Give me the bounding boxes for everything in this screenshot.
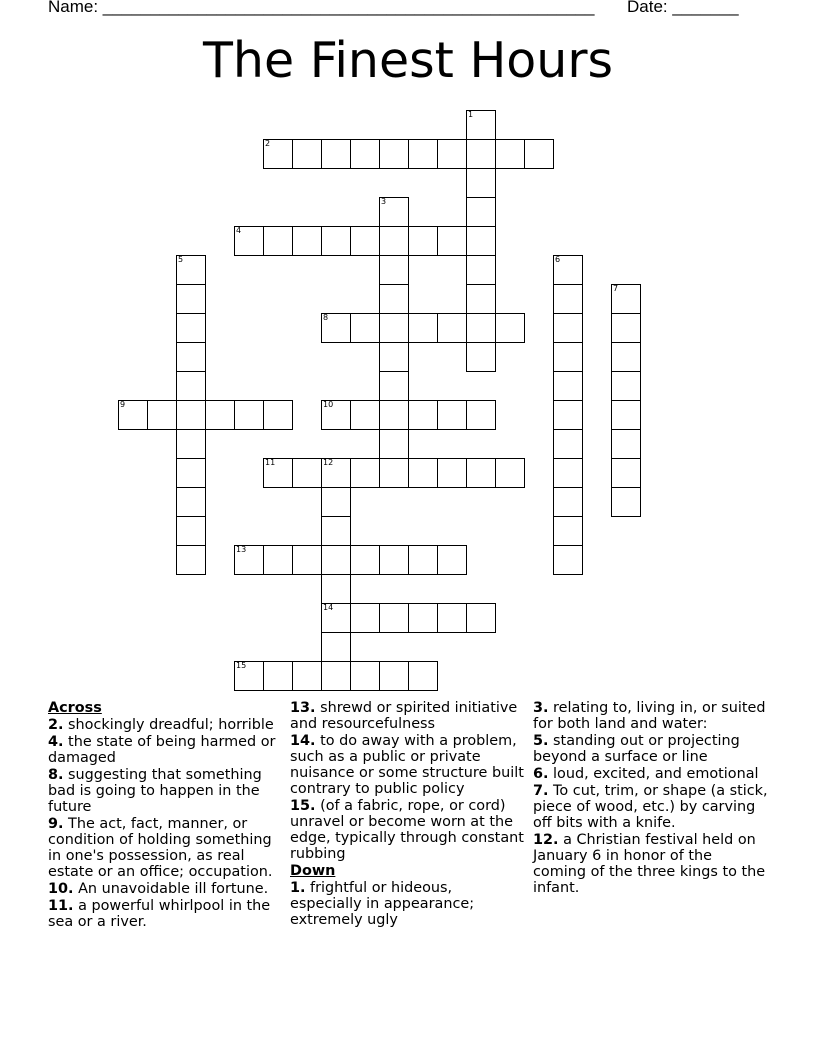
grid-cell[interactable] xyxy=(234,661,264,691)
clue-number: 1. xyxy=(290,880,306,896)
clue-12 xyxy=(533,832,769,896)
clue-1 xyxy=(290,880,526,928)
clue-number-6: 6 xyxy=(555,255,561,264)
grid-cell[interactable] xyxy=(350,313,380,343)
clue-column-2 xyxy=(290,700,526,929)
clue-number: 6. xyxy=(533,766,549,782)
grid-cell[interactable] xyxy=(263,458,293,488)
clue-5 xyxy=(533,733,769,765)
grid-cell[interactable] xyxy=(350,139,380,169)
grid-cell[interactable] xyxy=(611,342,641,372)
grid-cell[interactable] xyxy=(379,371,409,401)
grid-cell[interactable] xyxy=(379,255,409,285)
grid-cell[interactable] xyxy=(321,313,351,343)
clue-number: 9. xyxy=(48,816,64,832)
clue-number-2: 2 xyxy=(265,139,271,148)
grid-cell[interactable] xyxy=(263,226,293,256)
grid-cell[interactable] xyxy=(321,516,351,546)
grid-cell[interactable] xyxy=(553,342,583,372)
grid-cell[interactable] xyxy=(263,545,293,575)
grid-cell[interactable] xyxy=(495,139,525,169)
grid-cell[interactable] xyxy=(321,632,351,662)
grid-cell[interactable] xyxy=(176,371,206,401)
clue-text: The act, fact, manner, or condition of holding something in one's possession, as real estate or an office; occupation. xyxy=(48,816,273,880)
grid-cell[interactable] xyxy=(350,603,380,633)
date-field: Date: _______ xyxy=(627,0,739,16)
clue-number: 13. xyxy=(290,700,316,716)
grid-cell[interactable] xyxy=(234,226,264,256)
grid-cell[interactable] xyxy=(292,661,322,691)
grid-cell[interactable] xyxy=(611,400,641,430)
grid-cell[interactable] xyxy=(553,487,583,517)
grid-cell[interactable] xyxy=(292,226,322,256)
grid-cell[interactable] xyxy=(611,429,641,459)
grid-cell[interactable] xyxy=(466,110,496,140)
grid-cell[interactable] xyxy=(147,400,177,430)
grid-cell[interactable] xyxy=(176,400,206,430)
clue-number-3: 3 xyxy=(381,197,387,206)
down-heading: Down xyxy=(290,863,336,879)
clue-number: 11. xyxy=(48,898,74,914)
clue-number: 8. xyxy=(48,767,64,783)
across-heading: Across xyxy=(48,700,102,716)
clue-text: standing out or projecting beyond a surface or line xyxy=(533,733,740,765)
clue-2 xyxy=(48,717,284,733)
grid-cell[interactable] xyxy=(321,603,351,633)
name-field: Name: ____________________________________________________ xyxy=(48,0,595,16)
puzzle-title: The Finest Hours xyxy=(202,32,614,89)
clue-column-3 xyxy=(533,700,769,897)
grid-cell[interactable] xyxy=(379,284,409,314)
grid-cell[interactable] xyxy=(408,603,438,633)
grid-cell[interactable] xyxy=(379,429,409,459)
grid-cell[interactable] xyxy=(495,313,525,343)
clue-13 xyxy=(290,700,526,732)
grid-cell[interactable] xyxy=(553,255,583,285)
grid-cell[interactable] xyxy=(379,458,409,488)
grid-cell[interactable] xyxy=(408,661,438,691)
grid-cell[interactable] xyxy=(321,574,351,604)
grid-cell[interactable] xyxy=(263,139,293,169)
grid-cell[interactable] xyxy=(553,545,583,575)
clue-text: loud, excited, and emotional xyxy=(548,766,759,782)
grid-cell[interactable] xyxy=(176,429,206,459)
clue-number: 10. xyxy=(48,881,74,897)
clue-number: 2. xyxy=(48,717,64,733)
grid-cell[interactable] xyxy=(466,400,496,430)
clue-number: 14. xyxy=(290,733,316,749)
clue-number-9: 9 xyxy=(120,400,126,409)
clue-text: a powerful whirlpool in the sea or a river. xyxy=(48,898,271,930)
grid-cell[interactable] xyxy=(553,516,583,546)
clue-text: shockingly dreadful; horrible xyxy=(63,717,274,733)
grid-cell[interactable] xyxy=(176,487,206,517)
clue-text: frightful or hideous, especially in appearance; extremely ugly xyxy=(290,880,475,928)
grid-cell[interactable] xyxy=(611,487,641,517)
grid-cell[interactable] xyxy=(437,226,467,256)
grid-cell[interactable] xyxy=(408,226,438,256)
clue-number: 15. xyxy=(290,798,316,814)
grid-cell[interactable] xyxy=(176,255,206,285)
clue-number-14: 14 xyxy=(323,603,334,612)
grid-cell[interactable] xyxy=(466,197,496,227)
clue-text: shrewd or spirited initiative and resourcefulness xyxy=(290,700,518,732)
grid-cell[interactable] xyxy=(292,545,322,575)
grid-cell[interactable] xyxy=(321,400,351,430)
grid-cell[interactable] xyxy=(379,545,409,575)
clue-number: 12. xyxy=(533,832,559,848)
grid-cell[interactable] xyxy=(408,400,438,430)
clue-number: 3. xyxy=(533,700,549,716)
grid-cell[interactable] xyxy=(553,371,583,401)
grid-cell[interactable] xyxy=(205,400,235,430)
clue-8 xyxy=(48,767,284,815)
grid-cell[interactable] xyxy=(524,139,554,169)
grid-cell[interactable] xyxy=(379,313,409,343)
clue-number-12: 12 xyxy=(323,458,334,467)
grid-cell[interactable] xyxy=(553,400,583,430)
clue-number: 7. xyxy=(533,783,549,799)
grid-cell[interactable] xyxy=(234,400,264,430)
clue-number-13: 13 xyxy=(236,545,247,554)
grid-cell[interactable] xyxy=(176,458,206,488)
grid-cell[interactable] xyxy=(379,226,409,256)
grid-cell[interactable] xyxy=(234,545,264,575)
grid-cell[interactable] xyxy=(350,661,380,691)
grid-cell[interactable] xyxy=(437,139,467,169)
grid-cell[interactable] xyxy=(611,371,641,401)
grid-cell[interactable] xyxy=(611,458,641,488)
clue-number-15: 15 xyxy=(236,661,247,670)
grid-cell[interactable] xyxy=(379,139,409,169)
grid-cell[interactable] xyxy=(408,313,438,343)
grid-cell[interactable] xyxy=(437,313,467,343)
grid-cell[interactable] xyxy=(466,284,496,314)
grid-cell[interactable] xyxy=(466,342,496,372)
grid-cell[interactable] xyxy=(292,458,322,488)
grid-cell[interactable] xyxy=(321,458,351,488)
clue-number: 4. xyxy=(48,734,64,750)
grid-cell[interactable] xyxy=(263,400,293,430)
clue-text: the state of being harmed or damaged xyxy=(48,734,276,766)
grid-cell[interactable] xyxy=(118,400,148,430)
grid-cell[interactable] xyxy=(350,458,380,488)
clue-number-1: 1 xyxy=(468,110,474,119)
grid-cell[interactable] xyxy=(379,342,409,372)
clue-4 xyxy=(48,734,284,766)
clue-text: a Christian festival held on January 6 in honor of the coming of the three kings to the infant. xyxy=(533,832,766,896)
grid-cell[interactable] xyxy=(611,313,641,343)
clue-number-10: 10 xyxy=(323,400,334,409)
grid-cell[interactable] xyxy=(321,226,351,256)
clue-text: An unavoidable ill fortune. xyxy=(73,881,269,897)
grid-cell[interactable] xyxy=(437,545,467,575)
clue-text: relating to, living in, or suited for both land and water: xyxy=(533,700,766,732)
grid-cell[interactable] xyxy=(176,516,206,546)
grid-cell[interactable] xyxy=(379,400,409,430)
clue-number: 5. xyxy=(533,733,549,749)
grid-cell[interactable] xyxy=(466,168,496,198)
clue-number-8: 8 xyxy=(323,313,329,322)
clue-column-1 xyxy=(48,700,284,931)
grid-cell[interactable] xyxy=(553,458,583,488)
grid-cell[interactable] xyxy=(176,284,206,314)
grid-cell[interactable] xyxy=(379,661,409,691)
grid-cell[interactable] xyxy=(176,545,206,575)
grid-cell[interactable] xyxy=(350,545,380,575)
grid-cell[interactable] xyxy=(437,400,467,430)
clue-15 xyxy=(290,798,526,862)
grid-cell[interactable] xyxy=(176,313,206,343)
grid-cell[interactable] xyxy=(321,545,351,575)
grid-cell[interactable] xyxy=(321,139,351,169)
grid-cell[interactable] xyxy=(408,545,438,575)
grid-cell[interactable] xyxy=(466,255,496,285)
clue-3 xyxy=(533,700,769,732)
grid-cell[interactable] xyxy=(553,429,583,459)
clue-10 xyxy=(48,881,284,897)
grid-cell[interactable] xyxy=(466,226,496,256)
grid-cell[interactable] xyxy=(437,458,467,488)
clue-number-7: 7 xyxy=(613,284,619,293)
grid-cell[interactable] xyxy=(321,487,351,517)
grid-cell[interactable] xyxy=(611,284,641,314)
grid-cell[interactable] xyxy=(437,603,467,633)
grid-cell[interactable] xyxy=(466,139,496,169)
clue-text: to do away with a problem, such as a public or private nuisance or some structure built contrary to public policy xyxy=(290,733,524,797)
grid-cell[interactable] xyxy=(379,603,409,633)
grid-cell[interactable] xyxy=(176,342,206,372)
clue-7 xyxy=(533,783,769,831)
clue-6 xyxy=(533,766,769,782)
clue-text: (of a fabric, rope, or cord) unravel or become worn at the edge, typically through constant rubbing xyxy=(290,798,524,862)
grid-cell[interactable] xyxy=(379,197,409,227)
grid-cell[interactable] xyxy=(321,661,351,691)
grid-cell[interactable] xyxy=(350,400,380,430)
grid-cell[interactable] xyxy=(350,226,380,256)
clue-number-11: 11 xyxy=(265,458,276,467)
clue-14 xyxy=(290,733,526,797)
grid-cell[interactable] xyxy=(466,313,496,343)
clue-9 xyxy=(48,816,284,880)
grid-cell[interactable] xyxy=(408,139,438,169)
clue-number-4: 4 xyxy=(236,226,242,235)
grid-cell[interactable] xyxy=(292,139,322,169)
grid-cell[interactable] xyxy=(553,284,583,314)
clue-text: To cut, trim, or shape (a stick, piece of wood, etc.) by carving off bits with a knife. xyxy=(533,783,768,831)
grid-cell[interactable] xyxy=(466,603,496,633)
grid-cell[interactable] xyxy=(553,313,583,343)
grid-cell[interactable] xyxy=(495,458,525,488)
clue-text: suggesting that something bad is going to happen in the future xyxy=(48,767,262,815)
clue-number-5: 5 xyxy=(178,255,184,264)
grid-cell[interactable] xyxy=(263,661,293,691)
grid-cell[interactable] xyxy=(408,458,438,488)
clue-11 xyxy=(48,898,284,930)
grid-cell[interactable] xyxy=(466,458,496,488)
